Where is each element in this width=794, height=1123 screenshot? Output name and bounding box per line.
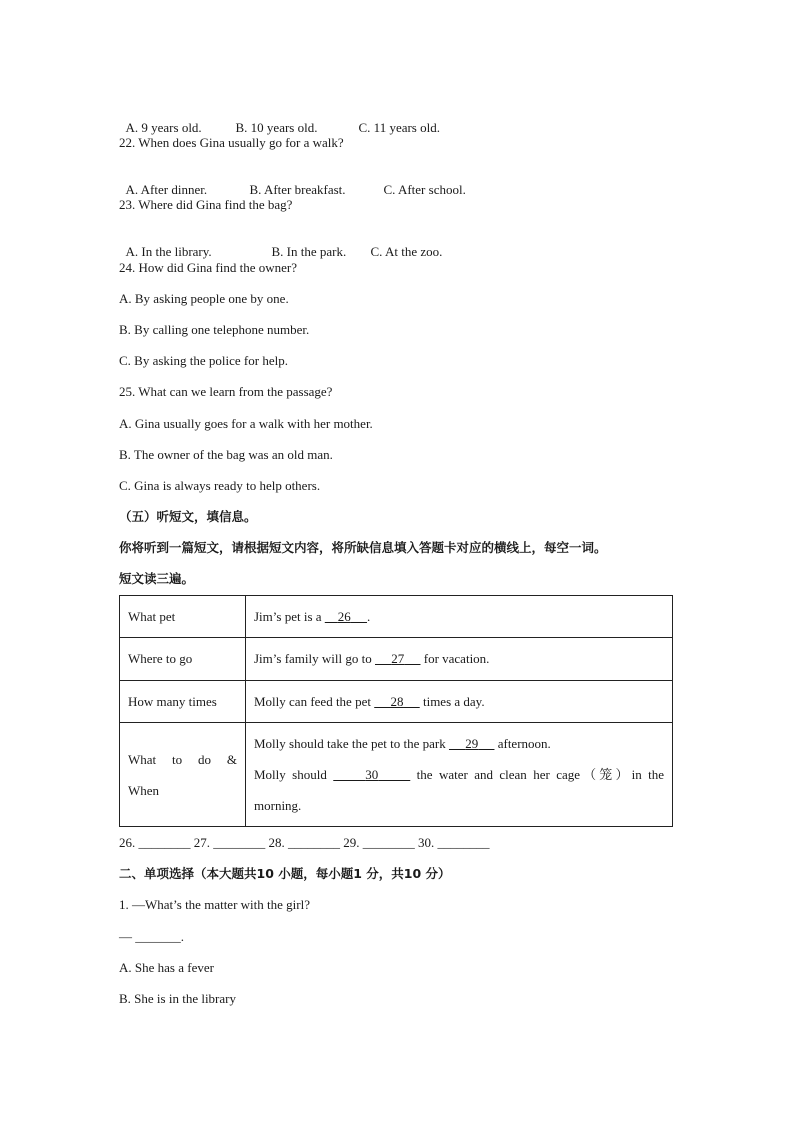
q25-option-a: A. Gina usually goes for a walk with her mother.	[119, 416, 373, 431]
q24-stem: 24. How did Gina find the owner?	[119, 260, 297, 275]
section5-title: （五）听短文，填信息。	[119, 509, 257, 524]
q25-option-c: C. Gina is always ready to help others.	[119, 478, 321, 493]
section5-instruction-2: 短文读三遍。	[119, 571, 195, 586]
q21-options	[119, 104, 440, 136]
q22-stem: 22. When does Gina usually go for a walk?	[119, 135, 344, 150]
q23-option-b: B. In the park.	[271, 244, 347, 259]
section5-instruction: 你将听到一篇短文，请根据短文内容，将所缺信息填入答题卡对应的横线上，每空一词。	[119, 540, 607, 555]
q24-option-a: A. By asking people one by one.	[119, 291, 289, 306]
info-table	[119, 595, 673, 827]
q1-stem: 1. —What’s the matter with the girl?	[119, 897, 310, 912]
table-content: Jim’s pet is a 26 .	[246, 596, 673, 638]
q24-option-c: C. By asking the police for help.	[119, 353, 288, 368]
table-content: Molly can feed the pet 28 times a day.	[246, 681, 673, 723]
q22-option-b: B. After breakfast.	[249, 182, 346, 197]
q22-option-a: A. After dinner.	[125, 182, 208, 197]
q25-stem: 25. What can we learn from the passage?	[119, 384, 333, 399]
q25-option-b: B. The owner of the bag was an old man.	[119, 447, 333, 462]
q24-option-b: B. By calling one telephone number.	[119, 322, 310, 337]
answer-blank-30: 30	[365, 767, 379, 782]
answer-blank-27: 27	[391, 651, 405, 666]
table-label: What pet	[120, 596, 246, 638]
answer-blank-29: 29	[465, 736, 479, 751]
answer-blank-26: 26	[337, 608, 351, 624]
q1-option-a: A. She has a fever	[119, 960, 214, 975]
q23-stem: 23. Where did Gina find the bag?	[119, 197, 293, 212]
table-label: What to do & When	[120, 723, 246, 827]
table-row	[120, 638, 673, 681]
table-row	[120, 723, 673, 827]
q22-options	[119, 166, 466, 198]
q21-option-a: A. 9 years old.	[125, 120, 202, 135]
q1-reply: — _______.	[119, 929, 184, 944]
q22-option-c: C. After school.	[383, 182, 466, 197]
table-label: Where to go	[120, 638, 246, 681]
q21-option-c: C. 11 years old.	[358, 120, 440, 135]
q23-option-c: C. At the zoo.	[370, 244, 443, 259]
table-row	[120, 681, 673, 723]
answer-blank-28: 28	[390, 693, 404, 709]
table-content: Molly should take the pet to the park 29 afternoon. Molly should 30 the water and clean her cage（笼）in the morning.	[246, 723, 673, 827]
section2-title: 二、单项选择（本大题共10 小题，每小题1 分，共10 分）	[119, 866, 451, 881]
q1-option-b: B. She is in the library	[119, 991, 236, 1006]
table-content: Jim’s family will go to 27 for vacation.	[246, 638, 673, 681]
q21-option-b: B. 10 years old.	[235, 120, 318, 135]
answer-line: 26. ________ 27. ________ 28. ________ 29. ________ 30. ________	[119, 835, 490, 850]
q23-options	[119, 228, 442, 260]
table-label: How many times	[120, 681, 246, 723]
q23-option-a: A. In the library.	[125, 244, 212, 259]
table-row	[120, 596, 673, 638]
